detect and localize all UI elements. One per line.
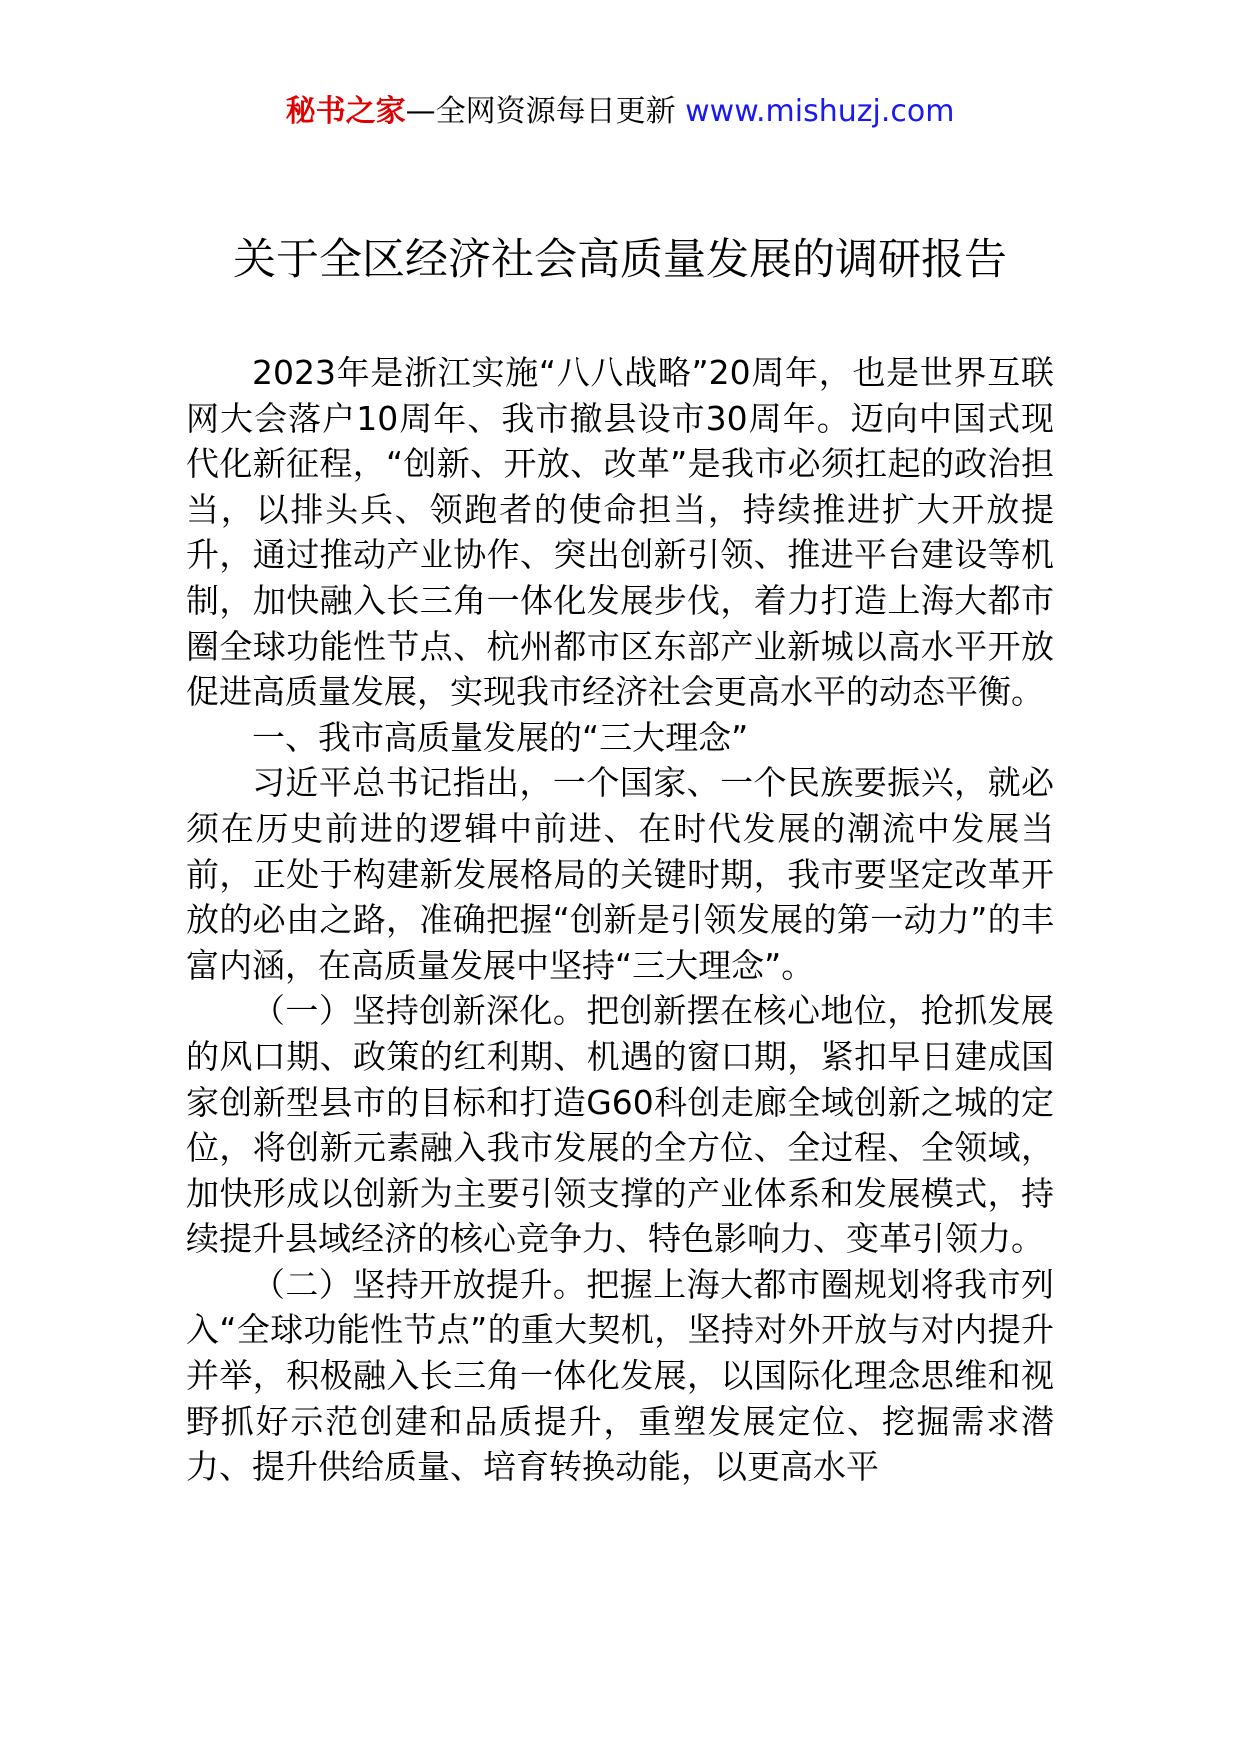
- site-brand-name: 秘书之家: [285, 94, 406, 129]
- site-banner: [0, 92, 1240, 132]
- paragraph-intro: 2023年是浙江实施“八八战略”20周年，也是世界互联网大会落户10周年、我市撤县设市30周年。迈向中国式现代化新征程，“创新、开放、改革”是我市必须扛起的政治担当，以排头兵、领跑者的使命担当，持续推进扩大开放提升，通过推动产业协作、突出创新引领、推进平台建设等机制，加快融入长三角一体化发展步伐，着力打造上海大都市圈全球功能性节点、杭州都市区东部产业新城以高水平开放促进高质量发展，实现我市经济社会更高水平的动态平衡。: [186, 353, 1054, 712]
- paragraph-innovation: （一）坚持创新深化。把创新摆在核心地位，抢抓发展的风口期、政策的红利期、机遇的窗口期，紧扣早日建成国家创新型县市的目标和打造G60科创走廊全域创新之城的定位，将创新元素融入我市发展的全方位、全过程、全领域，加快形成以创新为主要引领支撑的产业体系和发展模式，持续提升县域经济的核心竞争力、特色影响力、变革引领力。: [186, 991, 1054, 1259]
- paragraph-opening-up: （二）坚持开放提升。把握上海大都市圈规划将我市列入“全球功能性节点”的重大契机，坚持对外开放与对内提升并举，积极融入长三角一体化发展，以国际化理念思维和视野抓好示范创建和品质提升，重塑发展定位、挖掘需求潜力、提升供给质量、培育转换动能，以更高水平: [186, 1264, 1054, 1487]
- site-slogan: —全网资源每日更新: [405, 94, 686, 129]
- section-heading-1: 一、我市高质量发展的“三大理念”: [252, 717, 749, 757]
- document-title: 关于全区经济社会高质量发展的调研报告: [233, 235, 1007, 285]
- paragraph-section-1-intro: 习近平总书记指出，一个国家、一个民族要振兴，就必须在历史前进的逻辑中前进、在时代发展的潮流中发展当前，正处于构建新发展格局的关键时期，我市要坚定改革开放的必由之路，准确把握“创新是引领发展的第一动力”的丰富内涵，在高质量发展中坚持“三大理念”。: [186, 763, 1054, 985]
- site-url-link[interactable]: www.mishuzj.com: [685, 94, 955, 129]
- document-body: [186, 350, 1054, 1490]
